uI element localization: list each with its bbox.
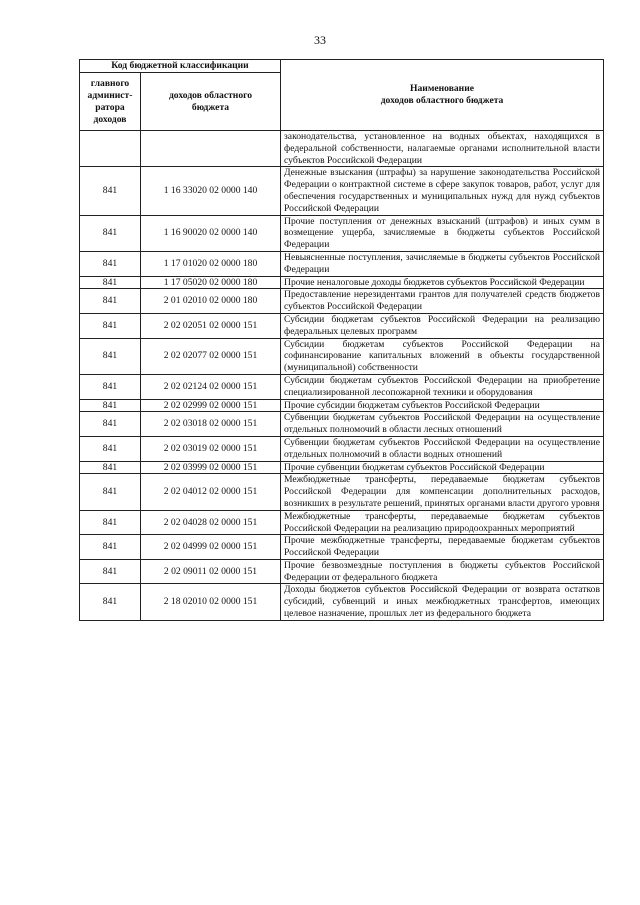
header-regional-budget-income-line: доходов областного <box>168 89 253 101</box>
admin-code-cell: 841 <box>80 251 141 276</box>
header-income-name-line: Наименование <box>410 83 474 95</box>
income-name-cell: Субвенции бюджетам субъектов Российской Федерации на осуществление отдельных полномочий в области лесных отношений <box>281 412 604 437</box>
admin-code-cell: 841 <box>80 374 141 399</box>
table-row <box>80 412 604 437</box>
admin-code-cell: 841 <box>80 474 141 510</box>
budget-code-cell: 2 02 02051 02 0000 151 <box>141 313 281 338</box>
table-row <box>80 131 604 167</box>
budget-code-cell: 2 02 02077 02 0000 151 <box>141 338 281 374</box>
header-regional-budget-income-line: бюджета <box>191 101 230 113</box>
admin-code-cell: 841 <box>80 559 141 584</box>
budget-code-cell: 1 16 90020 02 0000 140 <box>141 215 281 251</box>
table-row <box>80 399 604 412</box>
income-name-cell: Прочие субвенции бюджетам субъектов Российской Федерации <box>281 461 604 474</box>
table-row <box>80 474 604 510</box>
income-name-cell: законодательства, установленное на водных объектах, находящихся в федеральной собственности, налагаемые органами исполнительной власти субъектов Российской Федерации <box>281 131 604 167</box>
page-number: 33 <box>314 33 326 47</box>
header-chief-administrator-line: админист- <box>87 89 133 101</box>
admin-code-cell: 841 <box>80 313 141 338</box>
header-budget-classification-code: Код бюджетной классификации <box>80 60 281 73</box>
income-name-cell: Прочие неналоговые доходы бюджетов субъектов Российской Федерации <box>281 276 604 289</box>
budget-code-cell: 2 18 02010 02 0000 151 <box>141 584 281 620</box>
budget-code-cell: 1 17 01020 02 0000 180 <box>141 251 281 276</box>
budget-code-cell: 2 01 02010 02 0000 180 <box>141 289 281 314</box>
admin-code-cell: 841 <box>80 289 141 314</box>
table-row <box>80 251 604 276</box>
income-name-cell: Денежные взыскания (штрафы) за нарушение законодательства Российской Федерации о контрактной системе в сфере закупок товаров, работ, услуг для обеспечения государственных и муниципальных нужд для нужд субъектов Российской Федерации <box>281 167 604 215</box>
income-name-cell: Межбюджетные трансферты, передаваемые бюджетам субъектов Российской Федерации на реализацию природоохранных мероприятий <box>281 510 604 535</box>
table-row <box>80 510 604 535</box>
budget-code-cell: 2 02 03999 02 0000 151 <box>141 461 281 474</box>
admin-code-cell: 841 <box>80 584 141 620</box>
table-row <box>80 338 604 374</box>
admin-code-cell: 841 <box>80 510 141 535</box>
income-name-cell: Прочие межбюджетные трансферты, передаваемые бюджетам субъектов Российской Федерации <box>281 535 604 560</box>
budget-code-cell <box>141 131 281 167</box>
table-row <box>80 584 604 620</box>
budget-code-cell: 2 02 02124 02 0000 151 <box>141 374 281 399</box>
income-name-cell: Межбюджетные трансферты, передаваемые бюджетам субъектов Российской Федерации для компенсации дополнительных расходов, возникших в результате решений, принятых органами власти другого уровня <box>281 474 604 510</box>
table-row <box>80 215 604 251</box>
admin-code-cell: 841 <box>80 167 141 215</box>
admin-code-cell: 841 <box>80 461 141 474</box>
budget-code-cell: 1 16 33020 02 0000 140 <box>141 167 281 215</box>
income-name-cell: Субвенции бюджетам субъектов Российской Федерации на осуществление отдельных полномочий в области водных отношений <box>281 436 604 461</box>
table-row <box>80 535 604 560</box>
admin-code-cell: 841 <box>80 535 141 560</box>
table-row <box>80 436 604 461</box>
income-name-cell: Невыясненные поступления, зачисляемые в бюджеты субъектов Российской Федерации <box>281 251 604 276</box>
table-row <box>80 167 604 215</box>
table-row <box>80 289 604 314</box>
admin-code-cell: 841 <box>80 338 141 374</box>
admin-code-cell: 841 <box>80 412 141 437</box>
table-row <box>80 313 604 338</box>
header-chief-administrator-line: ратора <box>95 101 125 113</box>
budget-classification-table <box>79 59 604 621</box>
budget-code-cell: 2 02 04028 02 0000 151 <box>141 510 281 535</box>
admin-code-cell: 841 <box>80 215 141 251</box>
budget-code-cell: 2 02 02999 02 0000 151 <box>141 399 281 412</box>
income-name-cell: Субсидии бюджетам субъектов Российской Федерации на софинансирование капитальных вложений в объекты государственной (муниципальной) собственности <box>281 338 604 374</box>
header-chief-administrator-line: главного <box>90 77 130 89</box>
header-income-name <box>281 60 604 131</box>
header-chief-administrator-line: доходов <box>93 113 127 125</box>
table-body <box>80 131 604 621</box>
table-row <box>80 374 604 399</box>
budget-code-cell: 2 02 09011 02 0000 151 <box>141 559 281 584</box>
header-income-name-line: доходов областного бюджета <box>380 95 504 106</box>
table-row <box>80 461 604 474</box>
admin-code-cell: 841 <box>80 436 141 461</box>
table-row <box>80 276 604 289</box>
income-name-cell: Прочие поступления от денежных взысканий (штрафов) и иных сумм в возмещение ущерба, зачисляемые в бюджеты субъектов Российской Федерации <box>281 215 604 251</box>
income-name-cell: Прочие безвозмездные поступления в бюджеты субъектов Российской Федерации от федерального бюджета <box>281 559 604 584</box>
budget-code-cell: 2 02 03019 02 0000 151 <box>141 436 281 461</box>
table-row <box>80 559 604 584</box>
income-name-cell: Субсидии бюджетам субъектов Российской Федерации на приобретение специализированной лесопожарной техники и оборудования <box>281 374 604 399</box>
admin-code-cell: 841 <box>80 399 141 412</box>
income-name-cell: Доходы бюджетов субъектов Российской Федерации от возврата остатков субсидий, субвенций и иных межбюджетных трансфертов, имеющих целевое назначение, прошлых лет из федерального бюджета <box>281 584 604 620</box>
admin-code-cell: 841 <box>80 276 141 289</box>
income-name-cell: Прочие субсидии бюджетам субъектов Российской Федерации <box>281 399 604 412</box>
budget-code-cell: 2 02 04999 02 0000 151 <box>141 535 281 560</box>
budget-code-cell: 2 02 04012 02 0000 151 <box>141 474 281 510</box>
header-regional-budget-income <box>141 73 281 131</box>
header-chief-administrator <box>80 73 141 131</box>
budget-code-cell: 1 17 05020 02 0000 180 <box>141 276 281 289</box>
income-name-cell: Субсидии бюджетам субъектов Российской Федерации на реализацию федеральных целевых программ <box>281 313 604 338</box>
budget-code-cell: 2 02 03018 02 0000 151 <box>141 412 281 437</box>
admin-code-cell <box>80 131 141 167</box>
income-name-cell: Предоставление нерезидентами грантов для получателей средств бюджетов субъектов Российской Федерации <box>281 289 604 314</box>
